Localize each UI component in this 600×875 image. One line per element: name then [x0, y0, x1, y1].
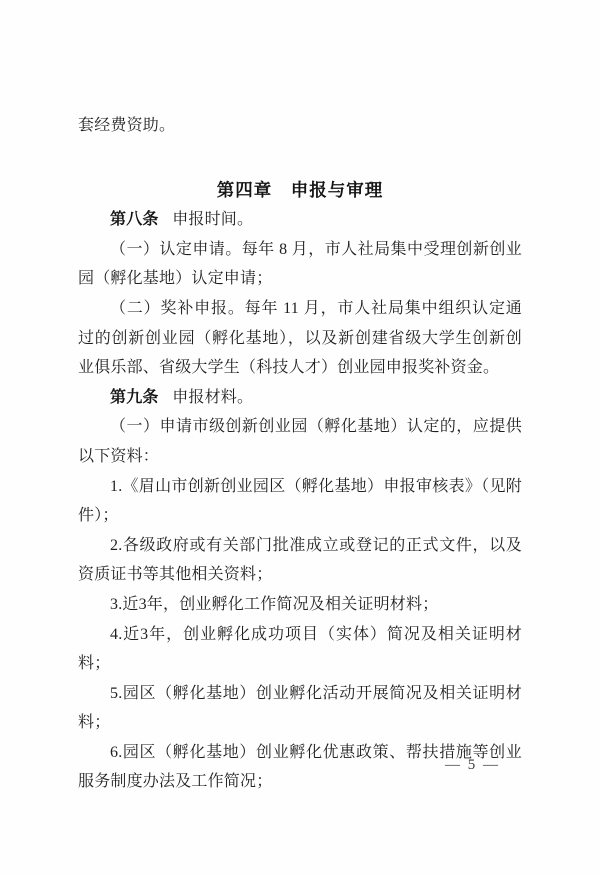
article-8-clause-1: （一）认定申请。每年 8 月，市人社局集中受理创新创业园（孵化基地）认定申请； — [78, 240, 522, 288]
article-8-title: 申报时间。 — [172, 211, 254, 229]
article-8-label: 第八条 — [110, 211, 159, 229]
material-item-1: 1.《眉山市创新创业园区（孵化基地）申报审核表》（见附件）； — [78, 477, 522, 525]
article-9-clause-1: （一）申请市级创新创业园（孵化基地）认定的，应提供以下资料： — [78, 418, 522, 465]
article-8-heading — [78, 205, 522, 235]
intro-continuation-line: 套经费资助。 — [78, 117, 176, 134]
material-item-6: 6.园区（孵化基地）创业孵化优惠政策、帮扶措施等创业服务制度办法及工作简况； — [78, 743, 522, 791]
material-item-4: 4.近3年，创业孵化成功项目（实体）简况及相关证明材料； — [78, 625, 522, 673]
article-8-clause-2: （二）奖补申报。每年 11 月，市人社局集中组织认定通过的创新创业园（孵化基地），以及新创建省级大学生创新创业俱乐部、省级大学生（科技人才）创业园申报奖补资金。 — [78, 299, 522, 377]
material-item-5: 5.园区（孵化基地）创业孵化活动开展简况及相关证明材料； — [78, 684, 522, 732]
page-number: — 5 — — [445, 757, 500, 773]
article-9-title: 申报材料。 — [172, 388, 254, 406]
article-9-label: 第九条 — [110, 388, 159, 406]
material-item-3: 3.近3年，创业孵化工作简况及相关证明材料； — [110, 595, 439, 613]
article-9-heading — [78, 383, 522, 413]
document-body — [78, 111, 522, 797]
chapter-heading: 第四章 申报与审理 — [216, 179, 384, 200]
material-item-2: 2.各级政府或有关部门批准成立或登记的正式文件，以及资质证书等其他相关资料； — [78, 536, 522, 584]
